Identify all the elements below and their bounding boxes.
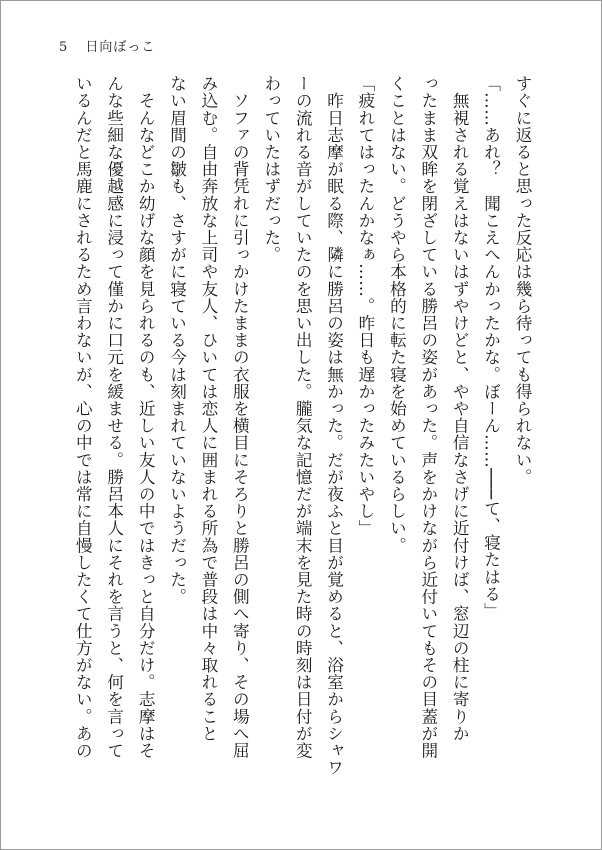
running-header bbox=[59, 36, 155, 55]
text-line: そんなどこか幼げな顔を見られるのも、近しい友人の中ではきっと自分だけ。志摩はそ bbox=[136, 75, 156, 759]
text-line: わっていたはずだった。 bbox=[261, 75, 281, 264]
text-line: 無視される覚えはないはずやけどと、やや自信なさげに近付けば、窓辺の柱に寄りか bbox=[450, 75, 470, 742]
page-number: 5 bbox=[59, 40, 69, 55]
text-line: み込む。自由奔放な上司や友人、ひいては恋人に囲まれる所為で普段は中々取れること bbox=[198, 75, 218, 742]
text-line: 「……あれ？ 聞こえへんかったかな。ぼーん……───て、寝たはる」 bbox=[481, 75, 501, 620]
text-line: ない眉間の皺も、さすがに寝ている今は刻まれていないようだった。 bbox=[167, 75, 187, 606]
text-line: すぐに返ると思った反応は幾ら待っても得られない。 bbox=[513, 75, 532, 486]
text-line: いるんだと馬鹿にされるため言わないが、心の中では常に自慢したくて仕方がない。あの bbox=[73, 75, 93, 759]
text-line: ーの流れる音がしていたのを思い出した。朧気な記憶だが端末を見た時の時刻は日付が変 bbox=[293, 75, 313, 759]
text-line: んな些細な優越感に浸って僅かに口元を緩ませる。勝呂本人にそれを言うと、何を言って bbox=[104, 75, 124, 759]
text-line: ソファの背凭れに引っかけたままの衣服を横目にそろりと勝呂の側へ寄り、その場へ屈 bbox=[230, 75, 250, 759]
text-line: 昨日志摩が眠る際、隣に勝呂の姿は無かった。だが夜ふと目が覚めると、浴室からシャワ bbox=[324, 75, 344, 777]
text-line: 「疲れてはったんかなぁ……。昨日も遅かったみたいやし」 bbox=[355, 75, 375, 537]
vertical-body-text bbox=[58, 75, 538, 805]
text-line: くことはない。どうやら本格的に転た寝を始めているらしい。 bbox=[387, 75, 407, 554]
chapter-title: 日向ぼっこ bbox=[85, 40, 156, 55]
text-line: ったまま双眸を閉ざしている勝呂の姿があった。声をかけながら近付いてもその目蓋が開 bbox=[418, 75, 438, 759]
